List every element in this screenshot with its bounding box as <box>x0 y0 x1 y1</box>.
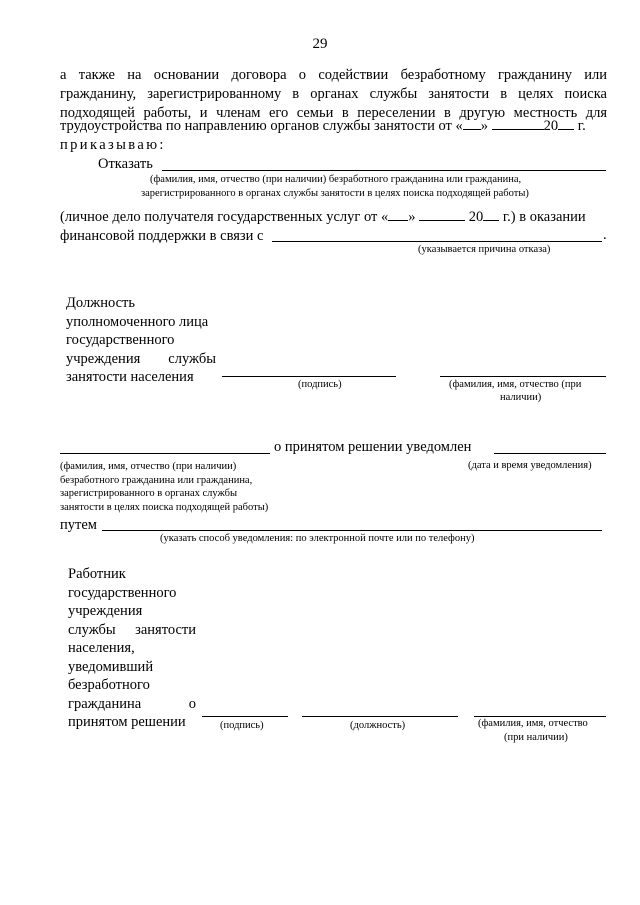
notification-datetime-hint: (дата и время уведомления) <box>468 460 592 471</box>
official-line-3: государственного <box>66 332 175 348</box>
worker-line-7: безработного <box>68 677 150 693</box>
notification-method-hint: (указать способ уведомления: по электронной почте или по телефону) <box>160 533 475 544</box>
worker-line-5: населения, <box>68 640 135 656</box>
personal-file-suffix: г.) в оказании <box>502 209 586 225</box>
intro-line-1: а также на основании договора о содействии безработному гражданину или <box>60 67 607 83</box>
page-number: 29 <box>312 36 328 52</box>
official-signature-hint: (подпись) <box>298 379 342 390</box>
personal-file-line <box>60 209 586 226</box>
intro-year-field[interactable] <box>558 129 574 130</box>
official-position-block <box>66 294 216 387</box>
worker-line-4: службы занятости <box>68 621 196 638</box>
official-name-hint-1: (фамилия, имя, отчество (при <box>449 379 582 390</box>
personal-file-year-field[interactable] <box>483 220 499 221</box>
intro-month-field[interactable] <box>492 129 544 130</box>
worker-line-8: гражданина о <box>68 695 196 712</box>
intro-day-field[interactable] <box>463 129 481 130</box>
notified-hint-line-4: занятости в целях поиска подходящей работы) <box>60 501 269 513</box>
worker-name-hint-2: (при наличии) <box>504 732 568 743</box>
official-line-5: занятости населения <box>66 369 194 385</box>
worker-position-field[interactable] <box>302 716 458 717</box>
refusal-reason-hint: (указывается причина отказа) <box>418 244 551 255</box>
worker-line-6: уведомивший <box>68 658 154 675</box>
personal-file-mid: » <box>408 209 416 225</box>
notified-person-field[interactable] <box>60 453 270 454</box>
intro-line-3: подходящей работы, и членам его семьи в переселении в другую местность для <box>60 105 607 121</box>
method-label: путем <box>60 517 97 533</box>
personal-file-day-field[interactable] <box>388 220 408 221</box>
worker-line-1: Работник <box>68 566 126 582</box>
notified-hint-line-2: безработного гражданина или гражданина, <box>60 474 253 486</box>
official-line-4: учреждения службы <box>66 350 216 367</box>
order-word: приказываю: <box>60 137 166 153</box>
worker-signature-hint: (подпись) <box>220 720 264 731</box>
intro-paragraph <box>60 66 607 123</box>
intro-date-prefix: трудоустройства по направлению органов службы занятости от « <box>60 118 463 134</box>
official-signature-field[interactable] <box>222 376 396 377</box>
worker-signature-field[interactable] <box>202 716 288 717</box>
intro-date-mid: » <box>480 118 489 134</box>
worker-position-hint: (должность) <box>350 720 406 731</box>
refuse-hint-2: зарегистрированного в органах службы занятости в целях поиска подходящей работы) <box>141 188 529 199</box>
official-line-1: Должность <box>66 295 135 311</box>
refusal-reason-field[interactable] <box>272 241 602 242</box>
worker-line-9: принятом решении <box>68 714 186 730</box>
notified-hint-line-1: (фамилия, имя, отчество (при наличии) <box>60 461 237 472</box>
official-name-hint-2: наличии) <box>500 392 542 403</box>
worker-name-field[interactable] <box>474 716 606 717</box>
intro-year-prefix: 20 <box>543 118 559 134</box>
notified-person-hint <box>60 460 268 514</box>
official-line-2: уполномоченного лица <box>66 313 209 330</box>
intro-line-4 <box>60 118 586 135</box>
personal-file-month-field[interactable] <box>419 220 465 221</box>
financial-support-label: финансовой поддержки в связи с <box>60 228 264 244</box>
worker-line-2: государственного <box>68 584 177 601</box>
worker-position-block <box>68 565 196 732</box>
refusal-reason-end: . <box>603 227 607 243</box>
notification-text: о принятом решении уведомлен <box>274 439 472 455</box>
personal-file-year: 20 <box>468 209 484 225</box>
refuse-hint-1: (фамилия, имя, отчество (при наличии) безработного гражданина или гражданина, <box>150 174 522 185</box>
worker-line-3: учреждения <box>68 603 143 619</box>
refuse-name-field[interactable] <box>162 170 606 171</box>
intro-year-suffix: г. <box>577 118 586 134</box>
notified-hint-line-3: зарегистрированного в органах службы <box>60 488 238 499</box>
notification-datetime-field[interactable] <box>494 453 606 454</box>
personal-file-prefix: (личное дело получателя государственных услуг от « <box>60 209 389 225</box>
notification-method-field[interactable] <box>102 530 602 531</box>
refuse-label: Отказать <box>98 156 153 172</box>
intro-line-2: гражданину, зарегистрированному в органах службы занятости в целях поиска <box>60 86 607 102</box>
official-name-field[interactable] <box>440 376 606 377</box>
worker-name-hint-1: (фамилия, имя, отчество <box>478 718 588 729</box>
